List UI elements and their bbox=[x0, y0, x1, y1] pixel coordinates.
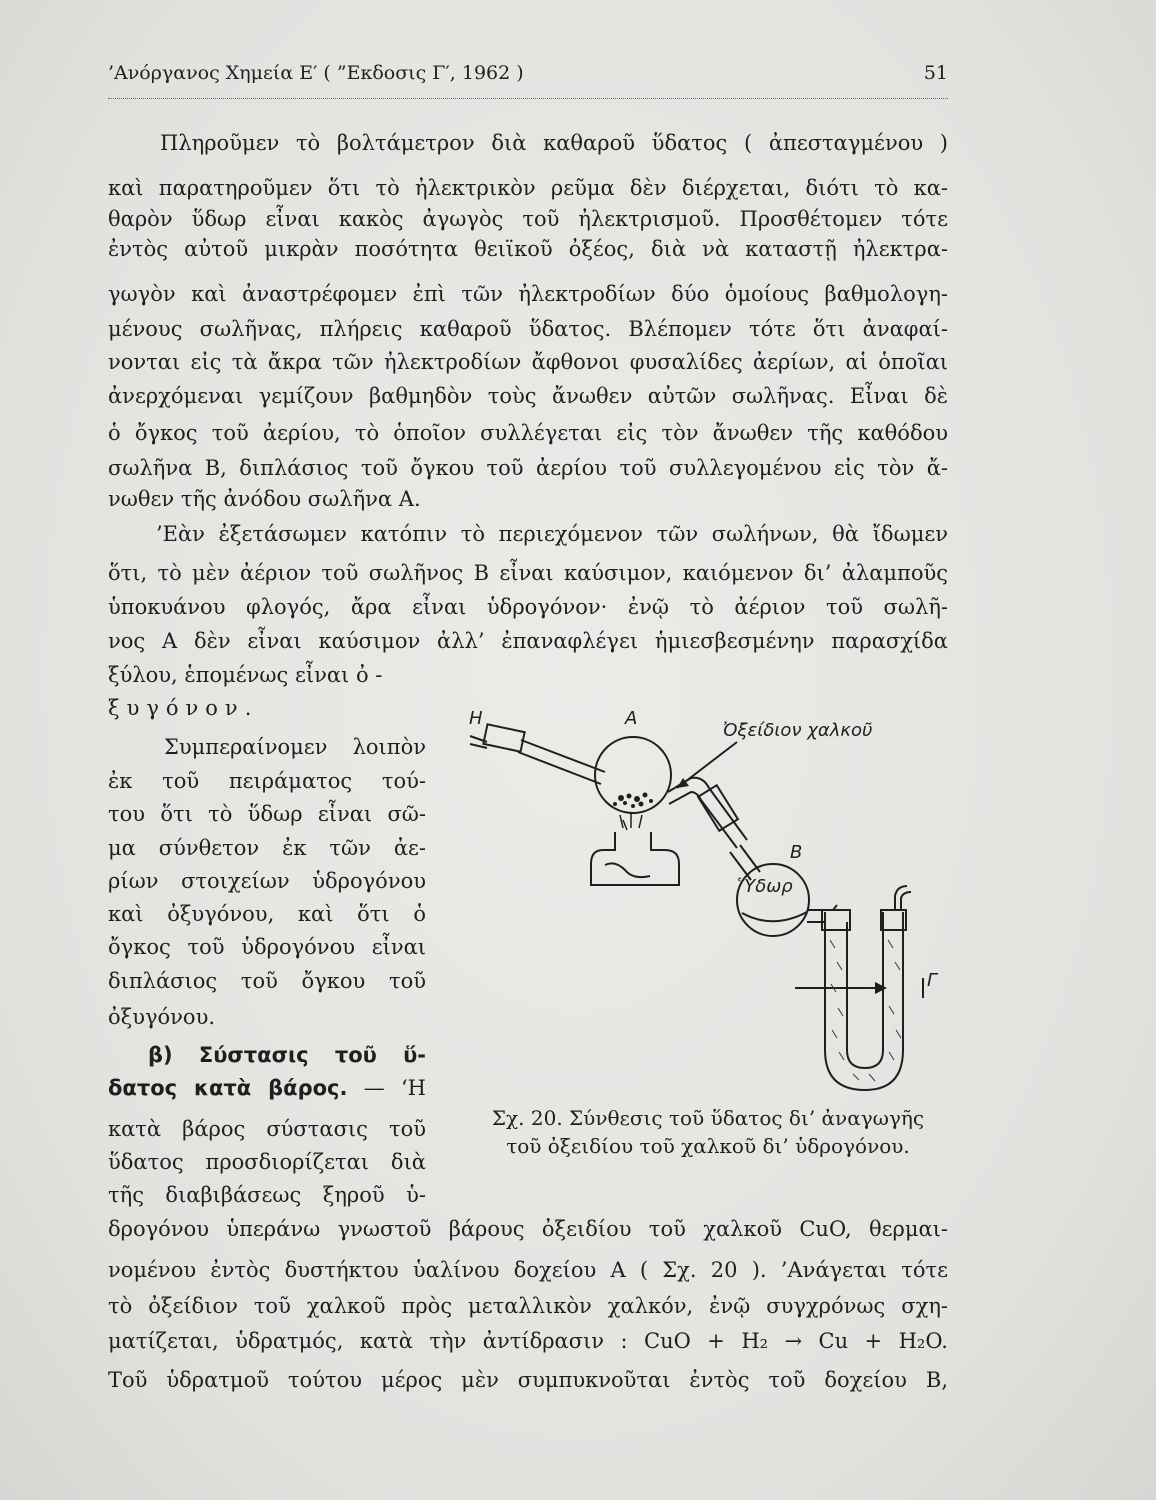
text-line: Πληροῦμεν τὸ βολτάμετρον διὰ καθαροῦ ὕδατος ( ἀπεσταγμένου ) bbox=[160, 131, 948, 155]
text-line: μα σύνθετον ἐκ τῶν ἀε- bbox=[108, 836, 426, 860]
page-number: 51 bbox=[923, 62, 948, 84]
label-g: Γ bbox=[927, 970, 938, 991]
text-line: ματίζεται, ὑδρατμός, κατὰ τὴν ἀντίδρασιν : CuO + H₂ → Cu + H₂O. bbox=[108, 1329, 948, 1353]
text-line: ’Εὰν ἐξετάσωμεν κατόπιν τὸ περιεχόμενον τῶν σωλήνων, θὰ ἴδωμεν bbox=[156, 522, 948, 546]
text-line: θαρὸν ὕδωρ εἶναι κακὸς ἀγωγὸς τοῦ ἠλεκτρισμοῦ. Προσθέτομεν τότε bbox=[108, 207, 948, 231]
text-line: ὄγκος τοῦ ὑδρογόνου εἶναι bbox=[108, 935, 426, 959]
text-line: νωθεν τῆς ἀνόδου σωλῆνα Α. bbox=[108, 487, 421, 511]
text-line: ξύλου, ἑπομένως εἶναι ὀ - bbox=[108, 663, 383, 687]
text-line: σωλῆνα Β, διπλάσιος τοῦ ὄγκου τοῦ ἀερίου τοῦ συλλεγομένου εἰς τὸν ἄ- bbox=[108, 456, 948, 480]
text-line: ὑποκυάνου φλογός, ἄρα εἶναι ὑδρογόνον· ἐνῷ τὸ ἀέριον τοῦ σωλῆ- bbox=[108, 595, 948, 619]
text-line: ὁ ὄγκος τοῦ ἀερίου, τὸ ὁποῖον συλλέγεται εἰς τὸν ἄνωθεν τῆς καθόδου bbox=[108, 421, 948, 445]
label-oxide: Ὀξείδιον χαλκοῦ bbox=[723, 720, 873, 741]
running-header bbox=[108, 62, 948, 96]
text-line: του ὅτι τὸ ὕδωρ εἶναι σῶ- bbox=[108, 802, 426, 826]
text-line: Συμπεραίνομεν λοιπὸν bbox=[164, 735, 426, 759]
text-line: τὸ ὀξείδιον τοῦ χαλκοῦ πρὸς μεταλλικὸν χαλκόν, ἐνῷ συγχρόνως σχη- bbox=[108, 1294, 948, 1318]
text-line: καὶ παρατηροῦμεν ὅτι τὸ ἠλεκτρικὸν ρεῦμα δὲν διέρχεται, διότι τὸ κα- bbox=[108, 176, 948, 200]
apparatus-diagram bbox=[455, 700, 950, 1105]
figure-caption: Σχ. 20. Σύνθεσις τοῦ ὕδατος δι’ ἀναγωγῆς bbox=[491, 1106, 925, 1130]
text-line: γωγὸν καὶ ἀναστρέφομεν ἐπὶ τῶν ἠλεκτροδίων δύο ὁμοίους βαθμολογη- bbox=[108, 282, 948, 306]
figure-caption: τοῦ ὀξειδίου τοῦ χαλκοῦ δι’ ὑδρογόνου. bbox=[506, 1134, 910, 1158]
text-line: τῆς διαβιβάσεως ξηροῦ ὑ- bbox=[108, 1183, 426, 1207]
section-heading-line bbox=[108, 1073, 426, 1103]
text-line: ὕδατος προσδιορίζεται διὰ bbox=[108, 1150, 426, 1174]
text-line: ἐντὸς αὐτοῦ μικρὰν ποσότητα θειϊκοῦ ὀξέος, διὰ νὰ καταστῇ ἠλεκτρα- bbox=[108, 237, 948, 261]
section-heading-line bbox=[108, 1040, 426, 1070]
header-rule bbox=[108, 98, 948, 99]
text-line: νονται εἰς τὰ ἄκρα τῶν ἠλεκτροδίων ἄφθονοι φυσαλίδες ἀερίων, αἱ ὁποῖαι bbox=[108, 350, 948, 374]
text-line: δρογόνου ὑπεράνω γνωστοῦ βάρους ὀξειδίου τοῦ χαλκοῦ CuO, θερμαι- bbox=[108, 1217, 948, 1241]
text-line: μένους σωλῆνας, πλήρεις καθαροῦ ὕδατος. Βλέπομεν τότε ὅτι ἀναφαί- bbox=[108, 317, 948, 341]
text-line: νος Α δὲν εἶναι καύσιμον ἀλλ’ ἐπαναφλέγει ἡμιεσβεσμένην παρασχίδα bbox=[108, 629, 948, 653]
text-line: κατὰ βάρος σύστασις τοῦ bbox=[108, 1117, 426, 1141]
text-line: διπλάσιος τοῦ ὄγκου τοῦ bbox=[108, 969, 426, 993]
text-line: ἀνερχόμεναι γεμίζουν βαθμηδὸν τοὺς ἄνωθεν αὐτῶν σωλῆνας. Εἶναι δὲ bbox=[108, 384, 948, 408]
text-line: ρίων στοιχείων ὑδρογόνου bbox=[108, 869, 426, 893]
text-line: ὀξυγόνου. bbox=[108, 1005, 216, 1029]
label-a: Α bbox=[625, 708, 638, 729]
text-line: Τοῦ ὑδρατμοῦ τούτου μέρος μὲν συμπυκνοῦται ἐντὸς τοῦ δοχείου Β, bbox=[108, 1368, 948, 1392]
header-title: ’Ανόργανος Χημεία Ε′ ( ”Εκδοσις Γ′, 1962 ) bbox=[108, 62, 524, 84]
text-line: ἐκ τοῦ πειράματος τού- bbox=[108, 769, 426, 793]
text-line: νομένου ἐντὸς δυστήκτου ὑαλίνου δοχείου Α ( Σχ. 20 ). ’Ανάγεται τότε bbox=[108, 1258, 948, 1282]
section-heading: β) Σύστασις τοῦ ὕ- bbox=[148, 1043, 426, 1067]
text-line: ξυγόνον. bbox=[108, 696, 259, 720]
text-line: ὅτι, τὸ μὲν ἀέριον τοῦ σωλῆνος Β εἶναι καύσιμον, καιόμενον δι’ ἀλαμποῦς bbox=[108, 561, 948, 585]
section-dash: — ‘Η bbox=[347, 1076, 426, 1100]
section-heading: δατος κατὰ βάρος. bbox=[108, 1076, 348, 1100]
label-h: Η bbox=[469, 708, 483, 729]
label-b: Β bbox=[790, 842, 803, 863]
text-line: καὶ ὀξυγόνου, καὶ ὅτι ὁ bbox=[108, 902, 426, 926]
label-water: Ὕδωρ bbox=[737, 876, 793, 897]
figure-apparatus bbox=[455, 700, 950, 1105]
